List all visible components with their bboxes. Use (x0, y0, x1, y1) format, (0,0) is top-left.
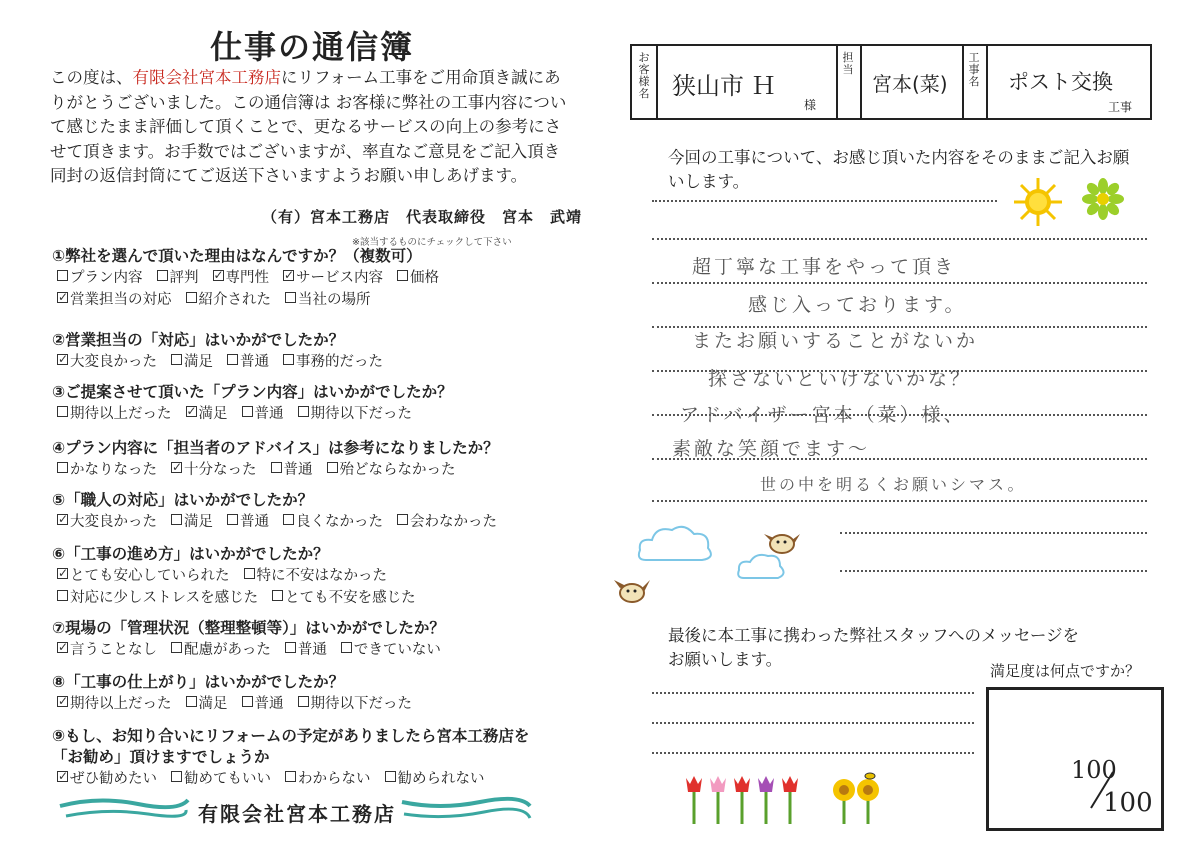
empty-box-icon (397, 270, 408, 281)
empty-box-icon (57, 406, 68, 417)
option-checkbox[interactable] (57, 270, 143, 286)
dotted-line (652, 500, 1147, 502)
option-checkbox[interactable] (57, 771, 157, 787)
question-options (52, 768, 542, 790)
question-options (52, 351, 542, 373)
wave-decoration-right (400, 794, 532, 824)
checked-box-icon (186, 406, 197, 417)
score-total: 100 (1103, 788, 1153, 818)
question-options (52, 693, 542, 715)
option-checkbox[interactable] (57, 406, 172, 422)
work-suffix: 工事 (1108, 100, 1133, 114)
handwritten-line: 世の中を明るくお願いシマス。 (760, 475, 1027, 494)
bird-icon (764, 530, 800, 556)
option-checkbox[interactable] (283, 514, 383, 530)
staff-label: 担当 (842, 51, 854, 76)
option-label: ぜひ勧めたい (70, 771, 157, 787)
question-text: ②営業担当の「対応」はいかがでしたか？ (52, 331, 345, 349)
check-note: ※該当するものにチェックして下さい (352, 237, 512, 248)
option-checkbox[interactable] (157, 270, 199, 286)
empty-box-icon (57, 270, 68, 281)
option-label: 普通 (254, 406, 284, 422)
question-text: ⑤「職人の対応」はいかがでしたか？ (52, 491, 314, 509)
option-checkbox[interactable] (341, 642, 441, 658)
empty-box-icon (171, 514, 182, 525)
empty-box-icon (242, 696, 253, 707)
option-label: 期待以下だった (310, 406, 412, 422)
empty-box-icon (385, 771, 396, 782)
staff-prompt: 最後に本工事に携わった弊社スタッフへのメッセージをお願いします。 (668, 626, 1080, 669)
sun-icon (1014, 178, 1062, 226)
option-label: 良くなかった (296, 514, 383, 530)
handwritten-line: 超丁寧な工事をやって頂き (692, 256, 957, 278)
checked-box-icon (57, 568, 68, 579)
empty-box-icon (57, 462, 68, 473)
option-checkbox[interactable] (186, 292, 272, 308)
dotted-line (652, 692, 974, 694)
intro-pre: この度は、 (50, 68, 133, 87)
handwritten-line: 素敵な笑顔でます〜 (672, 438, 871, 460)
empty-box-icon (283, 514, 294, 525)
dotted-line (840, 532, 1147, 534)
question-text: ③ご提案させて頂いた「プラン内容」はいかがでしたか？ (52, 383, 453, 401)
option-checkbox[interactable] (397, 514, 497, 530)
tulips-icon (684, 772, 804, 824)
checked-box-icon (57, 696, 68, 707)
option-checkbox[interactable] (186, 696, 228, 712)
comment-prompt: 今回の工事について、お感じ頂いた内容をそのままご記入お願いします。 (668, 148, 1130, 191)
option-label: できていない (353, 642, 441, 658)
option-label: かなりなった (70, 462, 157, 478)
intro-post: にリフォーム工事をご用命頂き誠にありがとうございました。この通信簿は お客様に弊社の工事内容について感じたまま評価して頂くことで、更なるサービスの向上の参考にさせて頂きます。お手数ではございますが、率直なご意見をご記入頂き 同封の返信封筒にてご返送下さいますようお願い申しあげます。 (50, 68, 567, 185)
option-checkbox[interactable] (57, 642, 157, 658)
empty-box-icon (285, 642, 296, 653)
option-checkbox[interactable] (285, 642, 327, 658)
question-2 (52, 330, 542, 373)
bird-icon (614, 578, 650, 606)
option-checkbox[interactable] (242, 406, 284, 422)
option-checkbox[interactable] (227, 514, 269, 530)
option-label: 期待以上だった (70, 406, 172, 422)
option-label: 紹介された (198, 292, 271, 308)
score-given: 100 (1071, 756, 1117, 784)
option-label: 対応に少しストレスを感じた (70, 590, 259, 606)
option-label: 配慮があった (184, 642, 271, 658)
question-9 (52, 726, 542, 790)
option-label: 普通 (297, 642, 327, 658)
empty-box-icon (57, 590, 68, 601)
handwritten-line: またお願いすることがないか (692, 330, 979, 352)
option-label: 評判 (169, 270, 199, 286)
empty-box-icon (341, 642, 352, 653)
checked-box-icon (171, 462, 182, 473)
question-4 (52, 438, 542, 481)
empty-box-icon (171, 354, 182, 365)
option-label: 普通 (283, 462, 313, 478)
option-label: 勧められない (397, 771, 485, 787)
option-label: 満足 (184, 354, 213, 370)
option-checkbox[interactable] (57, 568, 230, 584)
empty-box-icon (283, 354, 294, 365)
option-label: 専門性 (225, 270, 269, 286)
option-label: 会わなかった (410, 514, 497, 530)
question-3 (52, 382, 542, 425)
question-text: ⑥「工事の進め方」はいかがでしたか？ (52, 545, 329, 563)
handwritten-line: 探さないといけないかな？ (708, 368, 973, 390)
option-label: サービス内容 (296, 270, 383, 286)
cloud-icon (636, 522, 716, 566)
question-text: ①弊社を選んで頂いた理由はなんですか？（複数可） (52, 247, 422, 265)
sunflowers-icon (830, 772, 882, 824)
option-label: 期待以下だった (310, 696, 412, 712)
option-label: 普通 (240, 514, 269, 530)
checked-box-icon (57, 514, 68, 525)
question-options (52, 511, 542, 533)
checked-box-icon (213, 270, 224, 281)
dotted-line (652, 200, 997, 202)
empty-box-icon (186, 292, 197, 303)
customer-label: お客様名 (638, 51, 650, 100)
empty-box-icon (227, 514, 238, 525)
option-label: 普通 (254, 696, 284, 712)
footer-company: 有限会社宮本工務店 (198, 802, 396, 826)
flower-icon (1082, 178, 1124, 220)
question-text: ⑧「工事の仕上がり」はいかがでしたか？ (52, 673, 345, 691)
cloud-icon-small (736, 552, 788, 582)
option-label: 満足 (198, 696, 228, 712)
option-checkbox[interactable] (244, 568, 388, 584)
question-options (52, 459, 542, 481)
option-checkbox[interactable] (397, 270, 439, 286)
empty-box-icon (157, 270, 168, 281)
signature: （有）宮本工務店 代表取締役 宮本 武靖 (262, 208, 583, 226)
checked-box-icon (283, 270, 294, 281)
empty-box-icon (227, 354, 238, 365)
option-label: 満足 (184, 514, 213, 530)
option-checkbox[interactable] (186, 406, 228, 422)
question-6 (52, 544, 542, 609)
intro-company: 有限会社宮本工務店 (132, 68, 281, 87)
option-checkbox[interactable] (171, 514, 213, 530)
empty-box-icon (327, 462, 338, 473)
option-label: 大変良かった (70, 514, 157, 530)
option-checkbox[interactable] (213, 270, 270, 286)
checked-box-icon (57, 354, 68, 365)
option-label: とても不安を感じた (285, 590, 416, 606)
question-5 (52, 490, 542, 533)
question-options (52, 403, 542, 425)
option-checkbox[interactable] (283, 270, 383, 286)
question-text: ⑨もし、お知り合いにリフォームの予定がありましたら宮本工務店を「お勧め」頂けますでしょうか (52, 727, 530, 766)
work-label: 工事名 (968, 51, 980, 88)
option-checkbox[interactable] (57, 292, 172, 308)
option-label: 満足 (198, 406, 228, 422)
option-checkbox[interactable] (298, 696, 413, 712)
question-text: ⑦現場の「管理状況（整理整頓等）」はいかがでしたか？ (52, 619, 445, 637)
score-prompt: 満足度は何点ですか？ (990, 662, 1141, 680)
intro-text (50, 66, 570, 189)
option-checkbox[interactable] (327, 462, 456, 478)
option-checkbox[interactable] (242, 696, 284, 712)
empty-box-icon (271, 462, 282, 473)
option-checkbox[interactable] (171, 462, 257, 478)
option-checkbox[interactable] (298, 406, 413, 422)
option-label: わからない (298, 771, 371, 787)
empty-box-icon (186, 696, 197, 707)
option-checkbox[interactable] (171, 771, 271, 787)
option-checkbox[interactable] (285, 771, 371, 787)
option-label: 営業担当の対応 (70, 292, 172, 308)
option-checkbox[interactable] (283, 354, 383, 370)
dotted-line (652, 282, 1147, 284)
option-label: 価格 (410, 270, 439, 286)
option-checkbox[interactable] (57, 514, 157, 530)
empty-box-icon (171, 642, 182, 653)
question-text: ④プラン内容に「担当者のアドバイス」は参考になりましたか？ (52, 439, 499, 457)
question-options (52, 639, 542, 661)
checked-box-icon (57, 771, 68, 782)
work-name: ポスト交換 (1008, 70, 1113, 94)
empty-box-icon (298, 696, 309, 707)
option-checkbox[interactable] (385, 771, 485, 787)
dotted-line (652, 722, 974, 724)
empty-box-icon (272, 590, 283, 601)
option-checkbox[interactable] (57, 354, 157, 370)
option-label: 勧めてもいい (184, 771, 271, 787)
customer-name: 狭山市 Ｈ (672, 72, 776, 100)
checked-box-icon (57, 642, 68, 653)
dotted-line (840, 570, 1147, 572)
option-checkbox[interactable] (272, 590, 416, 606)
option-checkbox[interactable] (171, 642, 271, 658)
option-label: 期待以上だった (70, 696, 172, 712)
empty-box-icon (171, 771, 182, 782)
question-1 (52, 246, 542, 311)
option-checkbox[interactable] (57, 590, 258, 606)
option-label: 当社の場所 (298, 292, 371, 308)
checked-box-icon (57, 292, 68, 303)
dotted-line (652, 238, 1147, 240)
question-options (52, 267, 542, 311)
option-checkbox[interactable] (227, 354, 269, 370)
option-label: プラン内容 (70, 270, 143, 286)
option-checkbox[interactable] (171, 354, 213, 370)
option-checkbox[interactable] (271, 462, 313, 478)
option-label: 大変良かった (70, 354, 157, 370)
empty-box-icon (298, 406, 309, 417)
option-label: 普通 (240, 354, 269, 370)
customer-suffix: 様 (804, 98, 817, 112)
header-table (630, 44, 1152, 120)
score-box (986, 687, 1164, 831)
handwritten-line: アドバイザー宮本（菜）様、 (680, 404, 966, 426)
empty-box-icon (244, 568, 255, 579)
question-7 (52, 618, 542, 661)
option-checkbox[interactable] (57, 696, 172, 712)
dotted-line (652, 752, 974, 754)
page-title: 仕事の通信簿 (210, 28, 415, 66)
wave-decoration-left (58, 794, 190, 824)
empty-box-icon (397, 514, 408, 525)
option-label: 殆どならなかった (339, 462, 456, 478)
option-label: 事務的だった (296, 354, 383, 370)
empty-box-icon (285, 771, 296, 782)
handwritten-line: 感じ入っております。 (748, 294, 967, 316)
empty-box-icon (242, 406, 253, 417)
option-label: 十分なった (184, 462, 257, 478)
question-8 (52, 672, 542, 715)
empty-box-icon (285, 292, 296, 303)
question-options (52, 565, 542, 609)
option-label: 言うことなし (70, 642, 157, 658)
option-checkbox[interactable] (285, 292, 371, 308)
option-label: 特に不安はなかった (256, 568, 387, 584)
staff-name: 宮本(菜) (872, 72, 948, 96)
option-checkbox[interactable] (57, 462, 157, 478)
option-label: とても安心していられた (70, 568, 230, 584)
